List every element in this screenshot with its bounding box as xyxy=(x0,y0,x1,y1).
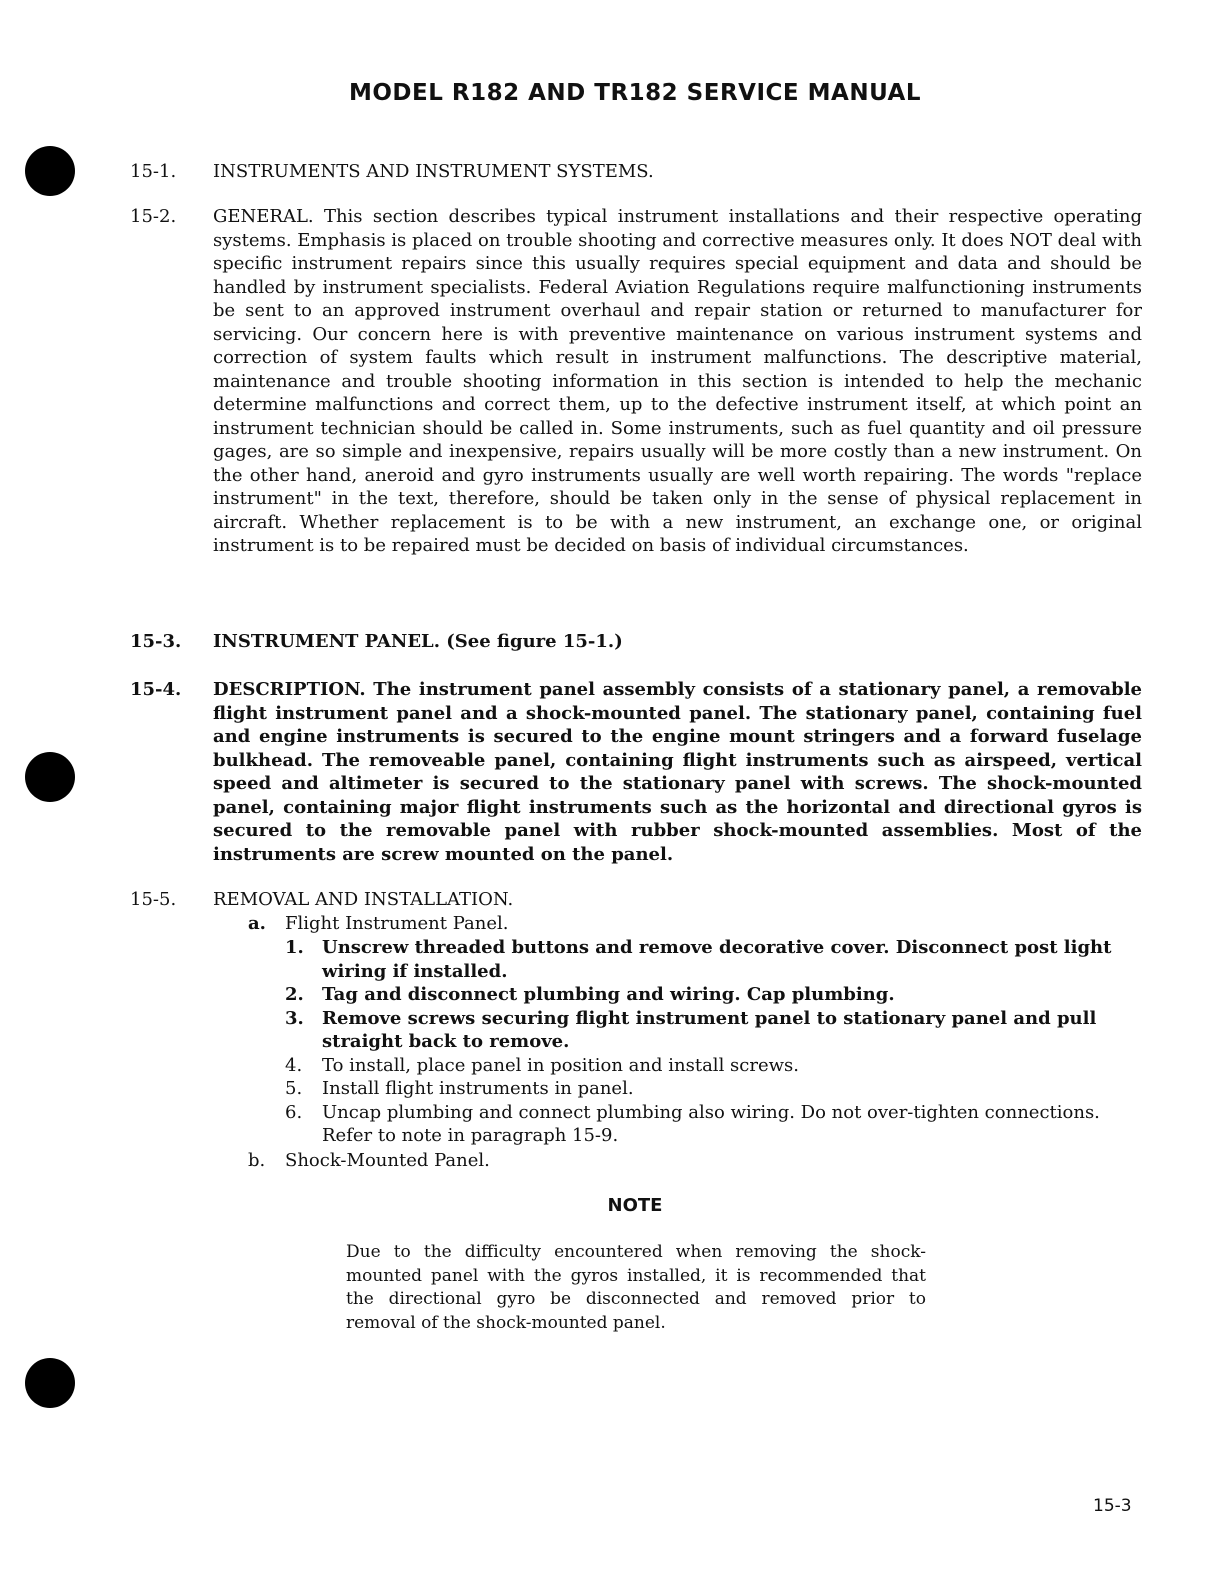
section-15-1 xyxy=(130,160,1142,184)
step-text: Tag and disconnect plumbing and wiring. Cap plumbing. xyxy=(322,984,895,1005)
page-title: MODEL R182 AND TR182 SERVICE MANUAL xyxy=(348,80,921,106)
subsection-label: a. xyxy=(248,913,266,934)
section-text: INSTRUMENT PANEL. (See figure 15-1.) xyxy=(213,631,623,652)
step-text: Install flight instruments in panel. xyxy=(322,1078,634,1099)
step-number: 3. xyxy=(285,1007,304,1029)
step-text: Uncap plumbing and connect plumbing also wiring. Do not over-tighten connections. Refer to note in paragraph 15-9. xyxy=(322,1101,1100,1146)
section-number: 15-2. xyxy=(130,206,177,227)
step-text: To install, place panel in position and install screws. xyxy=(322,1054,799,1076)
section-15-4 xyxy=(130,678,1142,866)
section-15-3 xyxy=(130,630,1142,654)
list-item xyxy=(285,983,1143,1007)
subsection-title: Shock-Mounted Panel. xyxy=(285,1150,490,1171)
section-number: 15-1. xyxy=(130,161,177,182)
step-number: 1. xyxy=(285,937,304,958)
section-number: 15-5. xyxy=(130,889,177,910)
list-item xyxy=(285,1054,1143,1078)
subsection-b xyxy=(248,1149,490,1173)
list-item xyxy=(285,936,1143,983)
step-number: 5. xyxy=(285,1078,303,1099)
section-number: 15-4. xyxy=(130,679,182,700)
note-heading: NOTE xyxy=(607,1195,663,1216)
subsection-title: Flight Instrument Panel. xyxy=(285,913,509,934)
step-number: 2. xyxy=(285,984,304,1005)
page-number: 15-3 xyxy=(1093,1496,1132,1516)
section-15-2 xyxy=(130,205,1142,558)
binder-hole-middle xyxy=(25,752,75,802)
section-text: INSTRUMENTS AND INSTRUMENT SYSTEMS. xyxy=(213,161,654,182)
list-item xyxy=(285,1077,1143,1101)
section-text: DESCRIPTION. The instrument panel assembly consists of a stationary panel, a removable flight instrument panel and a shock-mounted panel. The stationary panel, containing fuel and engine instruments is secured to the engine mount stringers and a forward fuselage bulkhead. The removeable panel, containing flight instruments such as airspeed, vertical speed and altimeter is secured to the stationary panel with screws. The shock-mounted panel, containing major flight instruments such as the horizontal and directional gyros is secured to the removable panel with rubber shock-mounted assemblies. Most of the instruments are screw mounted on the panel. xyxy=(213,679,1142,865)
list-item xyxy=(285,1101,1143,1148)
step-text: Remove screws securing flight instrument panel to stationary panel and pull straight back to remove. xyxy=(322,1007,1097,1052)
subsection-label: b. xyxy=(248,1150,266,1171)
list-item xyxy=(285,1007,1143,1054)
section-15-5 xyxy=(130,888,1142,912)
binder-hole-bottom xyxy=(25,1358,75,1408)
section-number: 15-3. xyxy=(130,631,182,652)
subsection-a xyxy=(248,912,508,936)
section-text: GENERAL. This section describes typical instrument installations and their respective operating systems. Emphasis is placed on trouble shooting and corrective measures only. It does NOT deal with specific instrument repairs since this usually requires special equipment and data and should be handled by instrument specialists. Federal Aviation Regulations require malfunctioning instruments be sent to an approved instrument overhaul and repair station or returned to manufacturer for servicing. Our concern here is with preventive maintenance on various instrument systems and correction of system faults which result in instrument malfunctions. The descriptive material, maintenance and trouble shooting information in this section is intended to help the mechanic determine malfunctions and correct them, up to the defective instrument itself, at which point an instrument technician should be called in. Some instruments, such as fuel quantity and oil pressure gages, are so simple and inexpensive, repairs usually will be more costly than a new instrument. On the other hand, aneroid and gyro instruments usually are well worth repairing. The words "replace instrument" in the text, therefore, should be taken only in the sense of physical replacement in aircraft. Whether replacement is to be with a new instrument, an exchange one, or original instrument is to be repaired must be decided on basis of individual circumstances. xyxy=(213,206,1142,556)
note-text: Due to the difficulty encountered when removing the shock-mounted panel with the gyros installed, it is recommended that the directional gyro be disconnected and removed prior to removal of the shock-mounted panel. xyxy=(346,1242,926,1333)
section-text: REMOVAL AND INSTALLATION. xyxy=(213,889,514,910)
step-text: Unscrew threaded buttons and remove decorative cover. Disconnect post light wiring if installed. xyxy=(322,937,1112,982)
binder-hole-top xyxy=(25,146,75,196)
step-number: 6. xyxy=(285,1101,303,1123)
step-list xyxy=(285,936,1143,1148)
step-number: 4. xyxy=(285,1054,303,1076)
